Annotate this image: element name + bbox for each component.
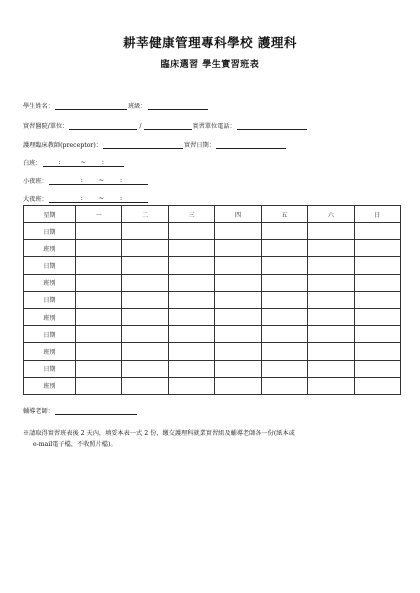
- schedule-cell[interactable]: [122, 274, 168, 291]
- schedule-cell[interactable]: [261, 291, 307, 308]
- time-tilde: ~: [80, 159, 86, 166]
- schedule-cell[interactable]: [215, 223, 261, 240]
- note-line-2: e-mail電子檔，不收照片檔)。: [33, 441, 117, 448]
- weekday-wed: 三: [168, 206, 214, 223]
- time-colon: :: [120, 177, 123, 184]
- schedule-cell[interactable]: [308, 377, 354, 394]
- time-colon: :: [120, 195, 123, 202]
- unit-field[interactable]: [144, 122, 192, 130]
- tutor-label: 輔導老師：: [23, 408, 54, 415]
- schedule-cell[interactable]: [354, 223, 400, 240]
- schedule-cell[interactable]: [308, 223, 354, 240]
- table-row: [24, 377, 401, 394]
- schedule-cell[interactable]: [168, 257, 214, 274]
- schedule-cell[interactable]: [168, 308, 214, 325]
- schedule-cell[interactable]: [76, 223, 122, 240]
- schedule-cell[interactable]: [168, 343, 214, 360]
- night-shift-label: 大夜班：: [23, 196, 48, 203]
- schedule-cell[interactable]: [308, 343, 354, 360]
- class-field[interactable]: [148, 102, 208, 110]
- row-label: 日期: [24, 223, 76, 240]
- weekday-fri: 五: [261, 206, 307, 223]
- schedule-cell[interactable]: [354, 326, 400, 343]
- schedule-cell[interactable]: [168, 223, 214, 240]
- hospital-field[interactable]: [69, 122, 137, 130]
- weekday-thu: 四: [215, 206, 261, 223]
- slash-separator: /: [139, 123, 142, 130]
- table-row: [24, 343, 401, 360]
- preceptor-row: [23, 140, 287, 149]
- schedule-cell[interactable]: [168, 326, 214, 343]
- schedule-cell[interactable]: [261, 377, 307, 394]
- weekday-sun: 日: [354, 206, 400, 223]
- evening-shift-label: 小夜班：: [23, 178, 48, 185]
- table-row: [24, 240, 401, 257]
- row-label: 班別: [24, 274, 76, 291]
- schedule-cell[interactable]: [308, 326, 354, 343]
- row-label: 班別: [24, 343, 76, 360]
- school-title: 耕莘健康管理專科學校 護理科: [123, 35, 297, 50]
- schedule-cell[interactable]: [122, 240, 168, 257]
- schedule-cell[interactable]: [354, 291, 400, 308]
- hospital-row: [23, 121, 308, 130]
- instruction-note: [23, 428, 403, 450]
- schedule-cell[interactable]: [261, 343, 307, 360]
- schedule-cell[interactable]: [76, 274, 122, 291]
- class-label: 班級：: [127, 103, 147, 110]
- schedule-cell[interactable]: [122, 223, 168, 240]
- schedule-cell[interactable]: [354, 274, 400, 291]
- form-title: 臨床選習 學生實習班表: [160, 60, 260, 70]
- practice-date-label: 實習日期：: [183, 142, 215, 149]
- schedule-cell[interactable]: [354, 343, 400, 360]
- schedule-cell[interactable]: [76, 343, 122, 360]
- schedule-cell[interactable]: [168, 360, 214, 377]
- table-row: [24, 291, 401, 308]
- tutor-field[interactable]: [55, 407, 137, 415]
- schedule-cell[interactable]: [76, 377, 122, 394]
- schedule-cell[interactable]: [168, 377, 214, 394]
- schedule-cell[interactable]: [308, 257, 354, 274]
- evening-shift-time-field[interactable]: [49, 177, 148, 185]
- schedule-cell[interactable]: [261, 274, 307, 291]
- schedule-cell[interactable]: [215, 360, 261, 377]
- night-shift-row: [23, 194, 148, 203]
- practice-date-field[interactable]: [216, 141, 286, 149]
- preceptor-field[interactable]: [103, 141, 183, 149]
- schedule-body: [24, 223, 401, 395]
- row-label: 日期: [24, 360, 76, 377]
- schedule-cell[interactable]: [76, 240, 122, 257]
- time-colon: :: [80, 195, 83, 202]
- note-line-1: ※請取得實習班表後 2 天內，填妥本表一式 2 份，繳交護理科就業實習組及輔導老師各一份(紙本或: [23, 430, 295, 437]
- student-name-field[interactable]: [55, 102, 127, 110]
- unit-phone-field[interactable]: [237, 122, 307, 130]
- weekday-tue: 二: [122, 206, 168, 223]
- schedule-cell[interactable]: [122, 377, 168, 394]
- weekday-header: 星期: [24, 206, 76, 223]
- schedule-cell[interactable]: [168, 291, 214, 308]
- night-shift-time-field[interactable]: [49, 195, 148, 203]
- schedule-cell[interactable]: [354, 240, 400, 257]
- table-row: [24, 257, 401, 274]
- schedule-cell[interactable]: [215, 274, 261, 291]
- schedule-cell[interactable]: [215, 240, 261, 257]
- schedule-cell[interactable]: [122, 360, 168, 377]
- schedule-cell[interactable]: [215, 308, 261, 325]
- row-label: 班別: [24, 308, 76, 325]
- weekday-sat: 六: [308, 206, 354, 223]
- table-header-row: [24, 206, 401, 223]
- schedule-cell[interactable]: [308, 360, 354, 377]
- time-colon: :: [80, 177, 83, 184]
- schedule-cell[interactable]: [354, 257, 400, 274]
- time-colon: :: [101, 159, 104, 166]
- schedule-cell[interactable]: [122, 326, 168, 343]
- schedule-cell[interactable]: [122, 291, 168, 308]
- table-row: [24, 223, 401, 240]
- day-shift-label: 白班：: [23, 160, 42, 167]
- student-info-row: [23, 101, 209, 110]
- schedule-cell[interactable]: [261, 223, 307, 240]
- schedule-cell[interactable]: [168, 274, 214, 291]
- schedule-cell[interactable]: [215, 343, 261, 360]
- day-shift-time-field[interactable]: [43, 159, 124, 167]
- schedule-cell[interactable]: [76, 326, 122, 343]
- table-row: [24, 274, 401, 291]
- schedule-cell[interactable]: [261, 326, 307, 343]
- schedule-cell[interactable]: [261, 257, 307, 274]
- schedule-cell[interactable]: [308, 240, 354, 257]
- time-tilde: ~: [98, 177, 105, 184]
- schedule-cell[interactable]: [308, 274, 354, 291]
- unit-phone-label: 實習單位電話：: [192, 123, 236, 130]
- schedule-cell[interactable]: [76, 308, 122, 325]
- row-label: 班別: [24, 377, 76, 394]
- schedule-cell[interactable]: [76, 257, 122, 274]
- row-label: 日期: [24, 291, 76, 308]
- table-row: [24, 326, 401, 343]
- tutor-row: [23, 406, 138, 415]
- schedule-cell[interactable]: [261, 240, 307, 257]
- schedule-cell[interactable]: [122, 343, 168, 360]
- time-tilde: ~: [98, 195, 105, 202]
- hospital-unit-label: 實習醫院/單位：: [23, 123, 69, 130]
- schedule-cell[interactable]: [354, 308, 400, 325]
- schedule-cell[interactable]: [261, 308, 307, 325]
- table-row: [24, 308, 401, 325]
- schedule-cell[interactable]: [76, 291, 122, 308]
- schedule-cell[interactable]: [168, 240, 214, 257]
- evening-shift-row: [23, 176, 148, 185]
- student-name-label: 學生姓名：: [23, 103, 54, 110]
- schedule-cell[interactable]: [354, 360, 400, 377]
- time-colon: :: [58, 159, 61, 166]
- row-label: 日期: [24, 257, 76, 274]
- schedule-cell[interactable]: [122, 308, 168, 325]
- day-shift-row: [23, 158, 124, 167]
- schedule-cell[interactable]: [215, 257, 261, 274]
- schedule-cell[interactable]: [215, 326, 261, 343]
- schedule-cell[interactable]: [354, 377, 400, 394]
- schedule-cell[interactable]: [308, 291, 354, 308]
- schedule-cell[interactable]: [122, 257, 168, 274]
- schedule-cell[interactable]: [261, 360, 307, 377]
- schedule-table: [23, 205, 401, 395]
- row-label: 班別: [24, 240, 76, 257]
- schedule-cell[interactable]: [215, 377, 261, 394]
- schedule-cell[interactable]: [76, 360, 122, 377]
- table-row: [24, 360, 401, 377]
- row-label: 日期: [24, 326, 76, 343]
- schedule-cell[interactable]: [308, 308, 354, 325]
- weekday-mon: 一: [76, 206, 122, 223]
- preceptor-label: 護理臨床教師(preceptor)：: [23, 142, 102, 149]
- schedule-cell[interactable]: [215, 291, 261, 308]
